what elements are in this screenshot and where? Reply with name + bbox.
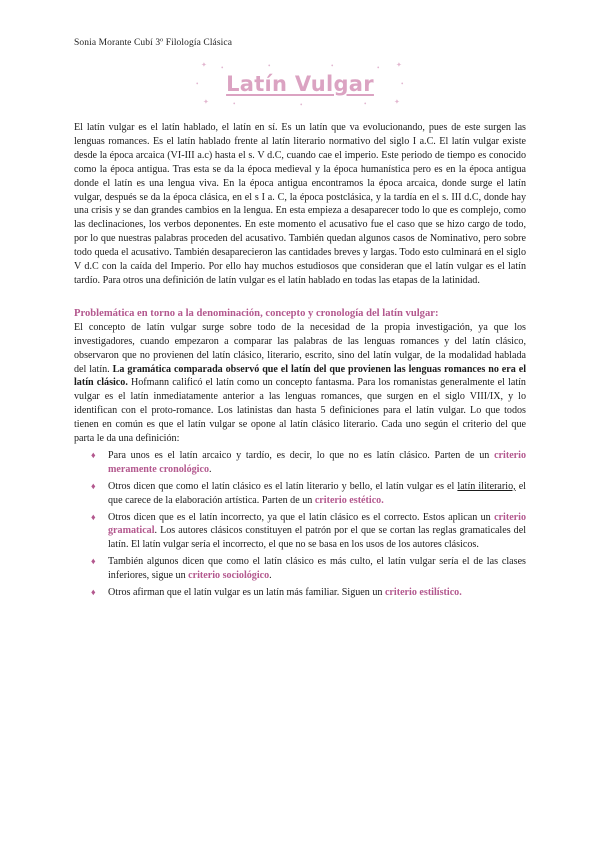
criteria-list bbox=[74, 449, 526, 600]
section-paragraph bbox=[74, 321, 526, 446]
criterion-keyword: criterio estético. bbox=[314, 494, 384, 506]
sparkle-icon: ✦ bbox=[394, 98, 400, 106]
page-title: Latín Vulgar bbox=[226, 72, 374, 96]
list-item: ♦ Otros afirman que el latín vulgar es un latín más familiar. Siguen un criterio estilístico. bbox=[91, 587, 462, 599]
criterion-keyword: criterio meramente cronológico bbox=[108, 449, 526, 475]
sparkle-icon: • bbox=[196, 80, 199, 88]
intro-paragraph: El latín vulgar es el latín hablado, el latín en sí. Es un latín que va evolucionando, pues de este surgen las lenguas romances. Es el latín hablado frente al latín literario normativo del siglo I a.C. El latín vulgar existe desde la época arcaica (VI-III a.c) hasta el s. V d.C, cuando cae el imperio. Este periodo de tiempo es conocido como la época antigua. Tras esta se da la época medieval y la época humanística pero es en la época antigua donde el latín es una lengua viva. En la época antigua encontramos la época arcaica, donde surge el latín vulgar, después se da la época clásica, en el s I a. C, la época postclásica, y la tardía en el s. III d.C, donde hay una crisis y se dan grandes cambios en la lengua. En esta empieza a desaparecer todo lo que es complejo, como las declinaciones, los verbos deponentes. En este momento el acusativo fue el caso que se hizo cargo de todo, por lo que nuestras palabras proceden del acusativo. También quedan algunos casos de Nominativo, pero sobre todo queda el acusativo. También desaparecieron las cantidades breves y largas. Todo esto culminará en el siglo V d.C con la caída del Imperio. Por ello hay muchos estudiosos que consideran que el latín vulgar es el latín tardío. Para otros una definición de latín vulgar es el latín hablado en todas las etapas de la latinidad. bbox=[74, 122, 526, 286]
diamond-bullet-icon: ♦ bbox=[91, 511, 96, 522]
bold-statement: La gramática comparada observó que el latín del que provienen las lenguas romances no era el latín clásico. bbox=[74, 363, 526, 389]
paragraph-text: Hofmann calificó el latín como un concepto fantasma. Para los romanistas generalmente el latín vulgar es el latín inmediatamente anterior a las lenguas romances, que surgen en el siglo VIII/IX, y lo identifican con el proto-romance. Los latinistas dan hasta 5 definiciones para el latín vulgar. Lo que todos tienen en común es que el latín vulgar se opone al latín clásico literario. Cada uno según el criterio del que parta le da una definición: bbox=[74, 377, 526, 445]
sparkle-icon: ✦ bbox=[396, 61, 402, 69]
diamond-bullet-icon: ♦ bbox=[91, 587, 96, 598]
page-header: Sonia Morante Cubí 3º Filología Clásica bbox=[74, 38, 233, 48]
paragraph-text: El concepto de latín vulgar surge sobre todo de la necesidad de la propia investigación, ya que los investigadores, cuando empezaron a comparar las palabras de las lenguas romances y del latín clásico, observaron que no provienen del latín clásico, literario, escrito, sino del latín vulgar, de la modalidad hablada del latín. bbox=[74, 321, 526, 375]
sparkle-icon: • bbox=[377, 64, 380, 72]
diamond-bullet-icon: ♦ bbox=[91, 556, 96, 567]
sparkle-icon: • bbox=[268, 62, 271, 70]
list-item: ♦ Otros dicen que como el latín clásico es el latín literario y bello, el latín vulgar es el latín iliterario, el que carece de la elaboración artística. Parten de un criterio estético. bbox=[91, 480, 526, 506]
criterion-keyword: criterio estilístico. bbox=[384, 587, 462, 599]
sparkle-icon: • bbox=[300, 101, 303, 109]
section-heading: Problemática en torno a la denominación, concepto y cronología del latín vulgar: bbox=[74, 307, 439, 319]
sparkle-icon: • bbox=[364, 100, 367, 108]
criterion-keyword: criterio gramatical bbox=[108, 511, 526, 537]
document-body bbox=[74, 121, 526, 600]
sparkle-icon: • bbox=[401, 80, 404, 88]
list-item: ♦ Otros dicen que es el latín incorrecto, ya que el latín clásico es el correcto. Estos aplican un criterio gramatical. Los autores clásicos constituyen el patrón por el que se cortan las reglas gramaticales del latín. El latín vulgar sería el incorrecto, el que no se basa en los usos de los autores clásicos. bbox=[91, 511, 526, 551]
sparkle-icon: • bbox=[233, 100, 236, 108]
sparkle-icon: • bbox=[331, 62, 334, 70]
sparkle-icon: • bbox=[221, 64, 224, 72]
list-item: ♦ También algunos dicen que como el latín clásico es más culto, el latín vulgar sería el de las clases inferiores, sigue un criterio sociológico. bbox=[91, 556, 526, 582]
diamond-bullet-icon: ♦ bbox=[91, 449, 96, 460]
criterion-keyword: criterio sociológico bbox=[188, 570, 270, 582]
title-block bbox=[0, 61, 600, 109]
sparkle-icon: ✦ bbox=[201, 61, 207, 69]
sparkle-icon: ✦ bbox=[203, 98, 209, 106]
underlined-term: latín iliterario, bbox=[457, 480, 516, 492]
list-item: ♦ Para unos es el latín arcaico y tardío, es decir, lo que no es latín clásico. Parten de un criterio meramente cronológico. bbox=[91, 449, 526, 475]
diamond-bullet-icon: ♦ bbox=[91, 480, 96, 491]
